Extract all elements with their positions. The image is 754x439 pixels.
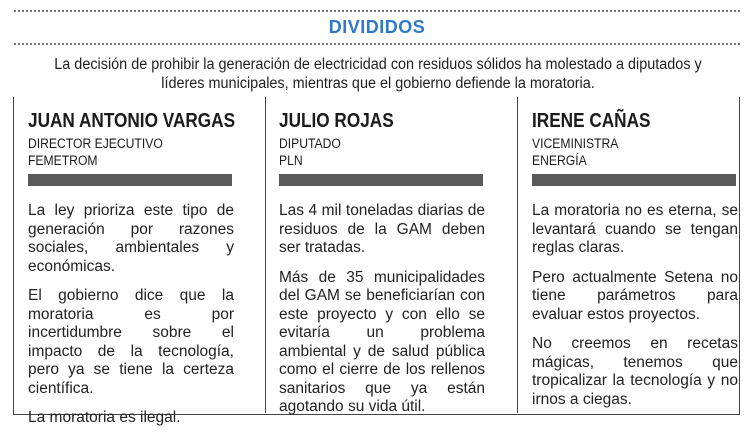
person-role: DIPUTADO PLN [279,136,341,168]
section-title: DIVIDIDOS [328,17,426,37]
opinion-column-vargas [28,97,236,426]
divider-bar [28,174,232,186]
quote-paragraph: La moratoria es ilegal. [28,409,181,426]
quote-paragraph: No creemos en recetas mágicas, tenemos que tropicalizar la tecnología y no irnos a ciegas. [532,335,738,408]
quote-paragraph: Pero actualmente Setena no tiene parámetros para evaluar estos proyectos. [532,268,738,323]
quote-paragraph: La ley prioriza este tipo de generación por razones sociales, ambientales y económicas. [28,202,234,275]
top-dotted-rule [14,10,740,12]
divider-bar [279,174,483,186]
person-name: JUAN ANTONIO VARGAS [28,110,236,132]
quote-body [28,202,234,439]
column-divider [265,97,266,413]
quote-paragraph: La moratoria no es eterna, se levantará cuando se tengan reglas claras. [532,202,738,256]
person-role: VICEMINISTRA ENERGÍA [532,136,619,168]
intro-text: La decisión de prohibir la generación de electricidad con residuos sólidos ha molestado a diputados y líderes municipales, mientras que el gobierno defiende la moratoria. [54,56,702,92]
opinion-column-canas [532,97,738,408]
person-role: DIRECTOR EJECUTIVO FEMETROM [28,136,163,168]
bottom-dotted-rule [14,43,740,45]
quote-paragraph: Las 4 mil toneladas diarias de residuos de la GAM deben ser tratadas. [279,202,485,256]
quote-body [279,202,485,428]
opinions-panel [13,97,740,426]
opinion-column-rojas [279,97,485,415]
quote-paragraph: El gobierno dice que la moratoria es por incertidumbre sobre el impacto de la tecnología, pero ya se tiene la certeza científica. [28,287,234,397]
quote-paragraph: Más de 35 municipalidades del GAM se beneficiarían con este proyecto y con ello se evitaría un problema ambiental y de salud pública como el cierre de los rellenos sanitarios que ya están agotando su vida útil. [279,268,485,415]
divider-bar [532,174,736,186]
person-name: IRENE CAÑAS [532,110,651,132]
quote-body [532,202,738,420]
person-name: JULIO ROJAS [279,110,394,132]
column-divider [517,97,518,413]
